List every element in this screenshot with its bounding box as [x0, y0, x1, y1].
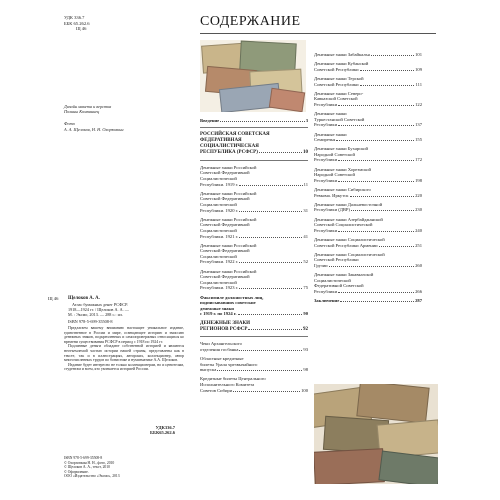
leader-dots	[239, 262, 302, 263]
toc-entry-line: Кредитные билеты Центрального	[200, 376, 266, 382]
toc-entry-line: Социалистической	[314, 277, 351, 283]
toc-entry-line: Туркестанской Советской	[314, 116, 365, 122]
toc-entry-line: Грузии	[314, 262, 328, 268]
copyright-line: © Щелоков А. А., текст, 2010	[64, 465, 110, 470]
toc-page-number: 31	[303, 207, 308, 213]
bbk-code: ББК 65.262.6	[64, 20, 90, 26]
toc-entry-line: Республики	[314, 288, 338, 294]
toc-entry[interactable]	[200, 269, 308, 291]
leader-dots	[336, 140, 414, 141]
bib-line-3: М. : Эксмо, 2013. — 288 с.: ил.	[68, 311, 123, 317]
toc-entry-line: Денежные знаки	[314, 111, 347, 117]
toc-entry-line: Денежные знаки Терской	[314, 75, 364, 81]
toc-entry-line: Денежные знаки Закавказской	[314, 272, 374, 278]
toc-page-number: 98	[303, 367, 308, 373]
toc-entry-line: Денежные знаки Хорезмской	[314, 166, 371, 172]
toc-entry-line: Республики	[314, 157, 338, 163]
toc-entry-line: Исполнительного Комитета	[200, 381, 255, 387]
toc-entry-line: Советской Федеративной	[200, 222, 250, 228]
copyright-line: © Охорзовкин Н. Н., фото, 2010	[64, 460, 115, 465]
banknotes-photo-top	[200, 40, 306, 112]
toc-page-number: 93	[303, 346, 308, 352]
toc-entry-line: Советской Федеративной	[200, 170, 250, 176]
toc-entry-line: Советов Сибири	[200, 387, 233, 393]
copyright-block	[64, 456, 184, 479]
leader-dots	[217, 370, 302, 371]
toc-entry-line: Народной Советской	[314, 151, 355, 157]
toc-entry-line: Советской Республики	[314, 81, 359, 87]
leader-dots	[340, 301, 414, 302]
bib-isbn: ISBN 978-5-699-35508-8	[68, 318, 113, 324]
leader-dots	[350, 196, 415, 197]
toc-entry[interactable]	[314, 252, 422, 269]
toc-entry[interactable]	[314, 237, 422, 248]
toc-entry[interactable]	[200, 118, 308, 124]
leader-dots	[338, 125, 414, 126]
copyright-line: ООО «Издательство «Эксмо», 2013	[64, 474, 120, 479]
toc-entry-line: Советской Федеративной	[200, 248, 250, 254]
leader-dots	[329, 266, 414, 267]
toc-entry-line: выпуска	[200, 367, 217, 373]
toc-page-number: 155	[415, 137, 422, 143]
shelf-codes	[150, 425, 175, 436]
toc-page-number: 198	[415, 177, 422, 183]
toc-entry-line: денежные знаки	[200, 305, 234, 311]
toc-entry-line: Денежные знаки Северо-	[314, 90, 364, 96]
toc-entry-line: Факсимиле должностных лиц,	[200, 294, 264, 300]
leader-dots	[338, 181, 414, 182]
toc-entry-line: Денежные знаки Дальневосточной	[314, 201, 383, 207]
toc-entry-line: Денежные знаки Забайкалья	[314, 52, 370, 57]
leader-dots	[233, 391, 300, 392]
leader-dots	[248, 329, 302, 330]
toc-page-number: 240	[415, 227, 422, 233]
design-label: Дизайн макета и верстка	[64, 104, 112, 109]
toc-page-number: 266	[415, 288, 422, 294]
bib-line-2: 1918—1924 гг. / Щелоков А. А. —	[68, 306, 129, 312]
leader-dots	[239, 350, 302, 351]
toc-entry-line: Областные кредитные	[200, 355, 244, 361]
toc-entry-line: Денежные знаки Бухарской	[314, 146, 368, 152]
toc-entry-line: Заключение	[314, 298, 340, 304]
toc-page-number: 90	[303, 311, 308, 317]
toc-entry-line: Семиречья	[314, 137, 336, 143]
toc-page-number: 230	[415, 207, 422, 213]
bibliographic-record	[48, 296, 184, 372]
toc-entry-line: Республики. 1923 г.	[200, 285, 239, 291]
toc-entry-line: Советской Республики	[314, 66, 359, 72]
toc-entry[interactable]	[314, 76, 422, 87]
leader-dots	[259, 152, 302, 153]
toc-entry-line: Денежные знаки Социалистической	[314, 236, 385, 242]
toc-entry[interactable]	[200, 165, 308, 187]
toc-entry-line: ДЕНЕЖНЫЕ ЗНАКИ	[200, 320, 250, 326]
toc-entry[interactable]	[200, 356, 308, 373]
toc-entry-line: Денежные знаки Азербайджанской	[314, 216, 383, 222]
toc-entry-line: Республики	[314, 122, 338, 128]
bib-code: Щ 46	[48, 296, 59, 301]
title-rule	[200, 33, 436, 34]
toc-entry-line: Денежные знаки Сибирского	[314, 187, 371, 193]
toc-entry-line: Республики. 1921 г.	[200, 233, 239, 239]
toc-entry-line: ФЕДЕРАТИВНАЯ	[200, 138, 242, 144]
toc-entry-line: Советской Федеративной	[200, 196, 250, 202]
toc-page-number: 101	[415, 52, 422, 57]
toc-entry-line: Республики. 1922 г.	[200, 259, 239, 265]
toc-entry[interactable]	[200, 243, 308, 265]
toc-entry-line: Денежные знаки Социалистической	[314, 251, 385, 257]
toc-entry-line: Советской Республики Армении	[314, 242, 378, 248]
toc-entry-line: Республики	[314, 101, 338, 107]
catalog-codes	[64, 15, 90, 32]
toc-column-right	[314, 52, 422, 307]
toc-entry-line: Чеки Архангельского	[200, 341, 242, 347]
toc-entry[interactable]	[314, 272, 422, 294]
toc-entry-line: Советской Республики	[314, 257, 359, 263]
leader-dots	[239, 211, 302, 212]
toc-entry-line: Республики	[314, 227, 338, 233]
shelf-udk: УДК336.7	[155, 425, 175, 430]
toc-entry-line: Денежные знаки	[314, 131, 347, 137]
toc-page-number: 11	[303, 181, 308, 187]
toc-page-number: 100	[301, 387, 308, 393]
toc-entry-line: Ревкома. Иркутск	[314, 192, 349, 198]
toc-page-number: 41	[303, 233, 308, 239]
toc-page-number: 137	[415, 122, 422, 128]
bib-line-1: Атлас бумажных денег РСФСР.	[72, 301, 128, 307]
udk-code: УДК 336.7	[64, 15, 85, 20]
toc-entry-line: Кавказской Советской	[314, 96, 358, 102]
leader-dots	[371, 55, 414, 56]
toc-column-left	[200, 118, 308, 397]
toc-entry[interactable]	[314, 167, 422, 184]
toc-entry[interactable]	[314, 111, 422, 128]
toc-entry-line: Денежные знаки Российской	[200, 190, 257, 196]
toc-entry-line: РЕСПУБЛИКА (РСФСР)	[200, 150, 258, 156]
toc-page-number: 3	[305, 118, 308, 123]
toc-entry-line: Республики	[314, 177, 338, 183]
toc-page-number: 75	[303, 285, 308, 291]
toc-entry-line: Социалистической	[200, 227, 237, 233]
toc-entry-line: Республики. 1919 г.	[200, 181, 239, 187]
toc-page-number: 287	[415, 298, 422, 304]
section-divider	[200, 160, 308, 161]
author-code: Щ 46	[76, 26, 87, 32]
photo-names: А. А. Щелоков, Н. Н. Охорзовкин	[64, 126, 124, 132]
toc-page-number: 220	[415, 192, 422, 198]
toc-entry-line: Денежные знаки Российской	[200, 216, 257, 222]
toc-entry[interactable]	[314, 298, 422, 304]
leader-dots	[351, 210, 414, 211]
bib-author: Щелоков А. А.	[68, 296, 100, 301]
copyright-line: ISBN 978-5-699-35508-8	[64, 456, 103, 460]
toc-entry-line: Социалистической	[200, 201, 237, 207]
toc-entry-line: Социалистической	[200, 279, 237, 285]
bib-description-3: Издание будет интересно не только коллекционерам, но и ценителям, студентам и всем, кто увлекается историей России.	[64, 362, 184, 372]
toc-entry-line: Денежные знаки Кубанской	[314, 61, 369, 67]
design-name: Полины Компаниец	[64, 109, 100, 115]
toc-entry-line: билеты Урала чрезвычайного	[200, 361, 258, 367]
leader-dots	[338, 231, 414, 232]
leader-dots	[360, 85, 415, 86]
toc-page-number: 92	[303, 326, 308, 332]
toc-entry[interactable]	[200, 132, 308, 156]
leader-dots	[239, 185, 302, 186]
toc-page-number: 251	[415, 242, 422, 248]
toc-entry[interactable]	[200, 341, 308, 352]
leader-dots	[360, 70, 415, 71]
toc-entry-line: Социалистической	[200, 175, 237, 181]
toc-entry-line: Денежные знаки Российской	[200, 242, 257, 248]
toc-entry[interactable]	[200, 376, 308, 393]
toc-entry[interactable]	[200, 217, 308, 239]
toc-entry-line: Социалистической	[200, 253, 237, 259]
leader-dots	[238, 314, 303, 315]
toc-entry[interactable]	[314, 146, 422, 163]
leader-dots	[338, 292, 414, 293]
section-divider	[200, 127, 308, 128]
leader-dots	[379, 246, 415, 247]
toc-page-number: 111	[415, 81, 422, 87]
toc-page-number: 52	[303, 259, 308, 265]
toc-entry[interactable]	[200, 321, 308, 333]
shelf-bbk: ББК65.262.6	[150, 430, 175, 436]
toc-page-number: 172	[415, 157, 422, 163]
toc-entry[interactable]	[314, 217, 422, 234]
toc-entry[interactable]	[200, 295, 308, 317]
toc-page-number: 260	[415, 262, 422, 268]
banknotes-photo-bottom	[314, 384, 438, 484]
credits-block	[64, 104, 204, 132]
toc-entry-line: подписывавших советские	[200, 300, 256, 306]
toc-entry-line: отделения госбанка	[200, 346, 239, 352]
toc-entry-line: Советской Федеративной	[200, 274, 250, 280]
leader-dots	[338, 105, 414, 106]
toc-entry[interactable]	[314, 91, 422, 108]
leader-dots	[338, 160, 414, 161]
leader-dots	[239, 288, 302, 289]
section-divider	[200, 336, 308, 337]
leader-dots	[239, 237, 302, 238]
toc-entry[interactable]	[314, 52, 422, 58]
toc-entry[interactable]	[200, 191, 308, 213]
page-title: СОДЕРЖАНИЕ	[200, 14, 301, 29]
toc-page-number: 122	[415, 101, 422, 107]
toc-entry[interactable]	[314, 132, 422, 143]
toc-entry-line: Денежные знаки Российской	[200, 268, 257, 274]
bib-description-1: Предлагаем вашему вниманию настоящее уникальное издание, единственное в России и мире, освещающее историю и эмиссию денежных знаков, подкрепленных и самоопровержных относящихся ко времени существования РСФСР в период с 1918 по 1924 гг.	[64, 326, 184, 344]
toc-entry-line: Денежные знаки Российской	[200, 164, 257, 170]
bib-description-2: Подлинные деньги обладают собственной историей и являются неотъемлемой частью истории нашей страны, представлены как в тексте, так и в иллюстрациях, авторских, коллекционер, автор многочисленных трудов по бонистике и нумизматике А.А. Щелоков.	[64, 344, 184, 363]
toc-entry-line: СОЦИАЛИСТИЧЕСКАЯ	[200, 144, 259, 150]
toc-entry[interactable]	[314, 61, 422, 72]
toc-entry-line: Федеративной Советской	[314, 283, 364, 289]
leader-dots	[220, 121, 304, 122]
copyright-line: © Оформление.	[64, 469, 89, 474]
toc-entry[interactable]	[314, 202, 422, 213]
toc-page-number: 109	[415, 66, 422, 72]
toc-entry-line: с 1919 г. по 1924 г.	[200, 311, 237, 317]
toc-entry-line: Республики (ДВР)	[314, 207, 351, 213]
toc-entry-line: Республики. 1920 г.	[200, 207, 239, 213]
toc-entry[interactable]	[314, 187, 422, 198]
toc-entry-line: Советской Социалистической	[314, 222, 373, 228]
toc-entry-line: РЕГИОНОВ РСФСР	[200, 326, 248, 332]
toc-page-number: 10	[303, 150, 308, 156]
toc-entry-line: Народной Советской	[314, 172, 355, 178]
photo-label: Фото	[64, 121, 75, 127]
toc-entry-line: РОССИЙСКАЯ СОВЕТСКАЯ	[200, 132, 270, 138]
toc-entry-line: Введение	[200, 118, 220, 123]
